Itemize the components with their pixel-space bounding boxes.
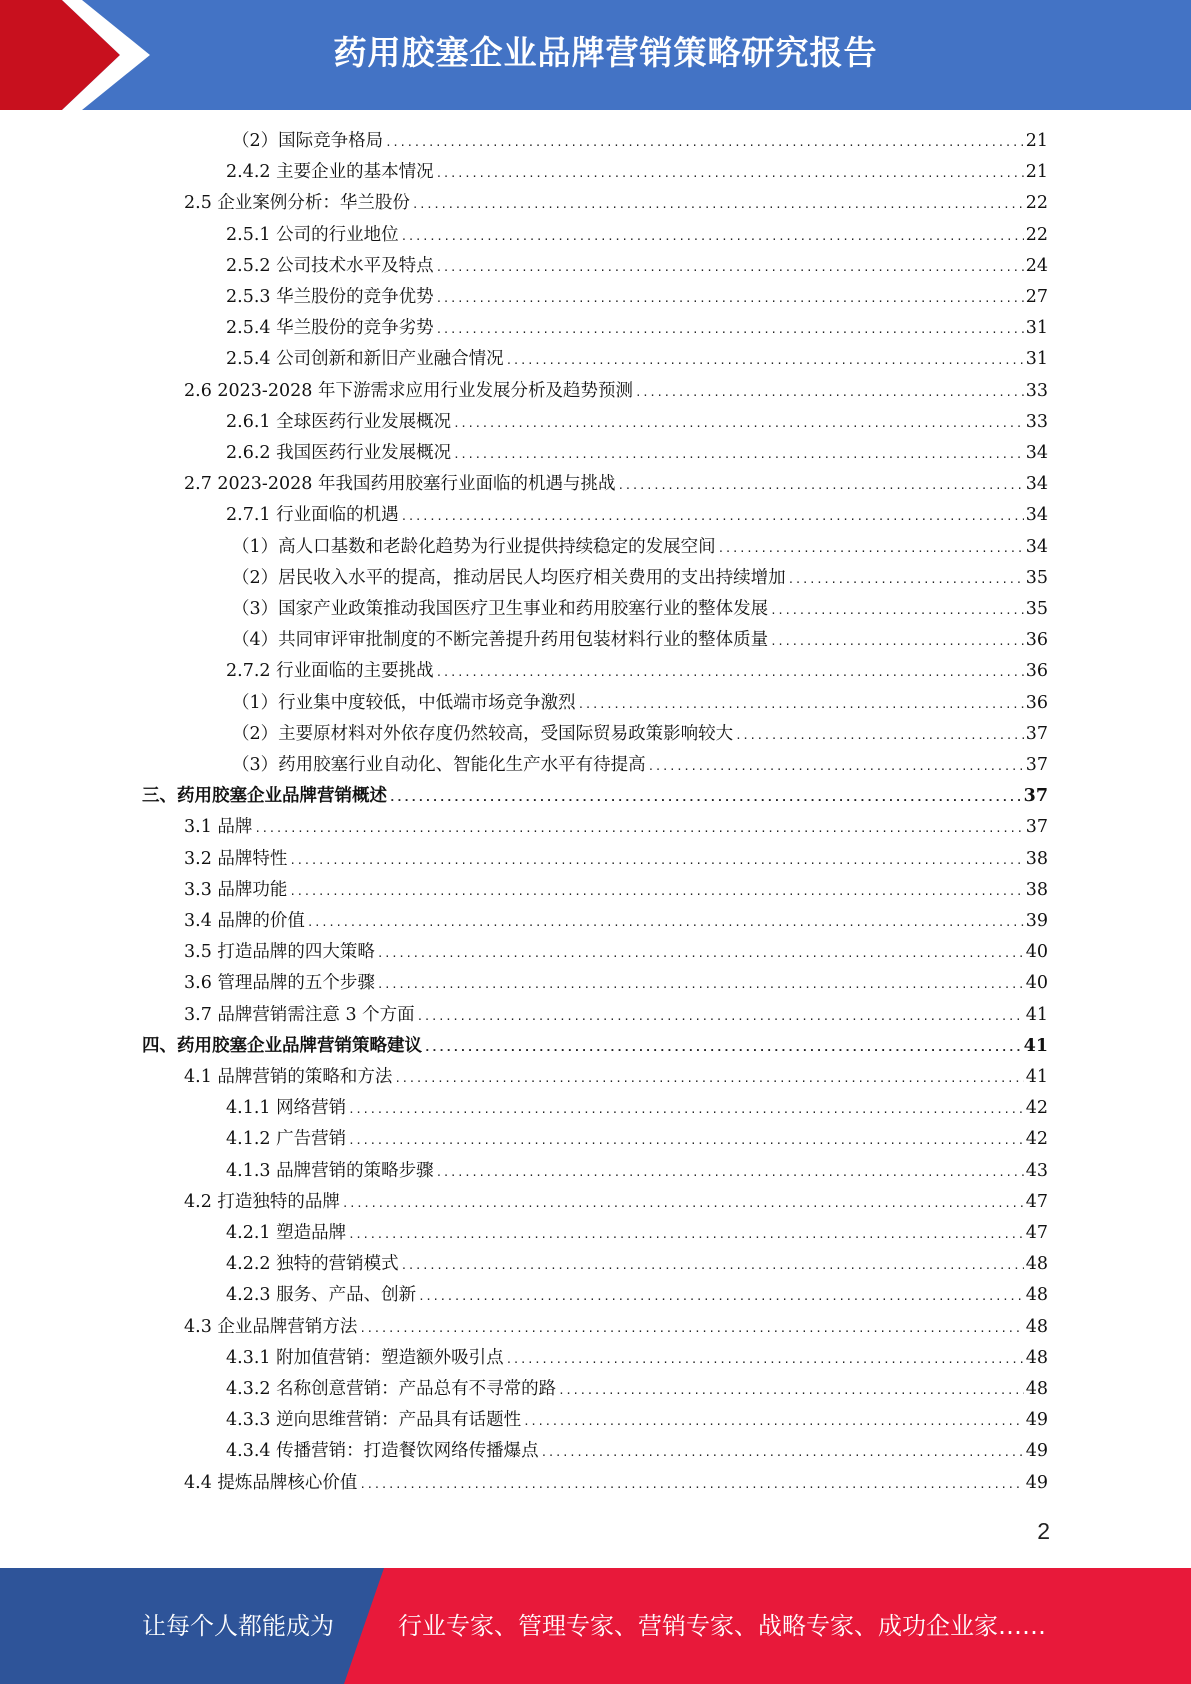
toc-entry[interactable]: [226, 1280, 1048, 1311]
toc-entry-page: 48: [1025, 1285, 1048, 1306]
toc-entry-page: 21: [1025, 162, 1048, 183]
toc-entry-title: 四、药用胶塞企业品牌营销策略建议: [142, 1035, 422, 1056]
toc-dot-leader: [401, 1250, 1024, 1281]
toc-entry-page: 34: [1025, 474, 1048, 495]
toc-dot-leader: [788, 564, 1024, 595]
toc-entry-title: 2.6.1 全球医药行业发展概况: [226, 411, 452, 432]
toc-entry[interactable]: [226, 313, 1048, 344]
toc-entry[interactable]: [184, 1187, 1048, 1218]
toc-entry[interactable]: [226, 656, 1048, 687]
page-header: [0, 0, 1191, 110]
toc-entry-title: 2.7.2 行业面临的主要挑战: [226, 661, 434, 682]
toc-entry-title: 3.7 品牌营销需注意 3 个方面: [184, 1004, 415, 1025]
toc-entry-page: 49: [1025, 1472, 1048, 1493]
toc-entry-title: 2.5.4 华兰股份的竞争劣势: [226, 318, 434, 339]
toc-entry[interactable]: [232, 563, 1048, 594]
toc-entry-page: 22: [1025, 224, 1048, 245]
toc-entry-title: （3）药用胶塞行业自动化、智能化生产水平有待提高: [232, 755, 646, 775]
toc-entry-title: 4.1 品牌营销的策略和方法: [184, 1067, 393, 1087]
toc-entry-title: 4.1.1 网络营销: [226, 1098, 347, 1119]
toc-entry[interactable]: [226, 1405, 1048, 1436]
toc-dot-leader: [418, 1281, 1024, 1312]
toc-entry[interactable]: [232, 750, 1048, 781]
toc-entry-page: 49: [1025, 1410, 1048, 1431]
toc-entry-title: 4.3 企业品牌营销方法: [184, 1316, 358, 1337]
toc-entry[interactable]: [226, 157, 1048, 188]
toc-entry-page: 47: [1025, 1191, 1048, 1212]
toc-entry-title: 2.5.2 公司技术水平及特点: [226, 255, 434, 276]
toc-dot-leader: [417, 1001, 1024, 1032]
toc-dot-leader: [348, 1219, 1024, 1250]
toc-entry-title: 3.5 打造品牌的四大策略: [184, 942, 375, 963]
footer-slogan: 让每个人都能成为: [142, 1612, 334, 1640]
toc-dot-leader: [436, 314, 1024, 345]
toc-dot-leader: [377, 969, 1024, 1000]
toc-entry[interactable]: [226, 1156, 1048, 1187]
toc-entry[interactable]: [226, 282, 1048, 313]
toc-entry-title: 4.3.3 逆向思维营销：产品具有话题性: [226, 1410, 522, 1431]
toc-entry-title: 4.1.2 广告营销: [226, 1129, 347, 1150]
toc-entry[interactable]: [232, 594, 1048, 625]
toc-entry-page: 36: [1025, 661, 1048, 682]
toc-entry[interactable]: [184, 376, 1048, 407]
toc-entry-title: 4.3.2 名称创意营销：产品总有不寻常的路: [226, 1379, 557, 1399]
toc-dot-leader: [412, 189, 1024, 220]
toc-entry-page: 34: [1025, 505, 1048, 526]
toc-entry-page: 48: [1025, 1379, 1048, 1399]
toc-dot-leader: [436, 158, 1024, 189]
toc-entry[interactable]: [226, 220, 1048, 251]
toc-dot-leader: [289, 845, 1023, 876]
toc-dot-leader: [648, 751, 1024, 782]
page-number: 2: [1037, 1518, 1050, 1544]
toc-entry[interactable]: [226, 1343, 1048, 1374]
toc-entry-title: 3.1 品牌: [184, 817, 253, 838]
toc-dot-leader: [359, 1313, 1023, 1344]
toc-entry[interactable]: [232, 532, 1048, 563]
toc-entry-title: 4.3.1 附加值营销：塑造额外吸引点: [226, 1347, 504, 1368]
toc-entry[interactable]: [142, 781, 1048, 812]
toc-entry-page: 37: [1025, 817, 1048, 838]
toc-entry-page: 33: [1025, 380, 1048, 401]
toc-dot-leader: [770, 626, 1024, 657]
toc-entry-title: 2.5 企业案例分析：华兰股份: [184, 193, 410, 214]
toc-entry-page: 48: [1025, 1316, 1048, 1337]
toc-entry[interactable]: [184, 906, 1048, 937]
toc-entry[interactable]: [226, 1218, 1048, 1249]
toc-entry[interactable]: [184, 188, 1048, 219]
toc-dot-leader: [401, 221, 1024, 252]
toc-entry-page: 41: [1025, 1067, 1048, 1087]
toc-entry-page: 41: [1023, 1035, 1048, 1056]
toc-entry[interactable]: [184, 937, 1048, 968]
toc-dot-leader: [436, 1157, 1024, 1188]
footer-roles: 行业专家、管理专家、营销专家、战略专家、成功企业家……: [398, 1612, 1046, 1640]
report-title: 药用胶塞企业品牌营销策略研究报告: [333, 33, 878, 72]
toc-entry-title: 2.6 2023-2028 年下游需求应用行业发展分析及趋势预测: [184, 380, 633, 401]
toc-entry-page: 47: [1025, 1223, 1048, 1243]
toc-entry[interactable]: [232, 625, 1048, 656]
toc-entry-page: 39: [1025, 911, 1048, 931]
toc-entry-title: 4.2.1 塑造品牌: [226, 1223, 347, 1243]
toc-entry-title: （1）高人口基数和老龄化趋势为行业提供持续稳定的发展空间: [232, 536, 716, 557]
toc-entry-page: 34: [1025, 536, 1048, 557]
toc-entry-page: 36: [1025, 692, 1048, 713]
toc-entry-title: 2.6.2 我国医药行业发展概况: [226, 443, 452, 463]
toc-dot-leader: [348, 1125, 1024, 1156]
toc-dot-leader: [348, 1094, 1024, 1125]
toc-entry[interactable]: [184, 875, 1048, 906]
toc-entry-title: （3）国家产业政策推动我国医疗卫生事业和药用胶塞行业的整体发展: [232, 599, 769, 619]
toc-entry-title: 3.2 品牌特性: [184, 848, 288, 869]
toc-dot-leader: [718, 533, 1024, 564]
toc-entry-page: 35: [1025, 599, 1048, 619]
toc-entry[interactable]: [184, 469, 1048, 500]
toc-entry[interactable]: [184, 1468, 1048, 1499]
toc-entry[interactable]: [226, 1436, 1048, 1467]
toc-dot-leader: [254, 813, 1023, 844]
toc-entry[interactable]: [184, 1000, 1048, 1031]
toc-dot-leader: [307, 907, 1024, 938]
toc-entry[interactable]: [226, 407, 1048, 438]
toc-dot-leader: [424, 1032, 1022, 1063]
page-footer: [0, 1568, 1191, 1684]
toc-entry[interactable]: [232, 688, 1048, 719]
toc-entry-title: 4.3.4 传播营销：打造餐饮网络传播爆点: [226, 1441, 539, 1462]
toc-entry-page: 22: [1025, 193, 1048, 214]
toc-entry-title: （4）共同审评审批制度的不断完善提升药用包装材料行业的整体质量: [232, 630, 769, 651]
toc-entry[interactable]: [226, 1093, 1048, 1124]
toc-entry[interactable]: [232, 719, 1048, 750]
toc-dot-leader: [436, 283, 1024, 314]
toc-entry-page: 35: [1025, 567, 1048, 588]
toc-entry-page: 24: [1025, 255, 1048, 276]
toc-dot-leader: [453, 439, 1024, 470]
toc-dot-leader: [453, 408, 1024, 439]
toc-entry-title: 4.1.3 品牌营销的策略步骤: [226, 1160, 434, 1181]
toc-dot-leader: [289, 876, 1023, 907]
toc-entry[interactable]: [184, 844, 1048, 875]
toc-entry[interactable]: [184, 1062, 1048, 1093]
toc-entry[interactable]: [184, 1312, 1048, 1343]
toc-dot-leader: [617, 470, 1023, 501]
toc-entry-page: 40: [1025, 942, 1048, 963]
toc-entry-page: 38: [1025, 879, 1048, 900]
toc-entry-page: 31: [1025, 349, 1048, 370]
toc-dot-leader: [385, 127, 1024, 158]
toc-entry-page: 48: [1025, 1254, 1048, 1275]
toc-entry-page: 38: [1025, 848, 1048, 869]
toc-entry[interactable]: [142, 1031, 1048, 1062]
toc-entry-title: 4.2.2 独特的营销模式: [226, 1254, 399, 1275]
toc-dot-leader: [359, 1469, 1023, 1500]
toc-dot-leader: [770, 595, 1024, 626]
toc-entry[interactable]: [226, 344, 1048, 375]
toc-entry-title: 2.5.4 公司创新和新旧产业融合情况: [226, 349, 504, 370]
toc-entry-page: 37: [1025, 755, 1048, 775]
toc-entry-title: 3.4 品牌的价值: [184, 911, 305, 931]
toc-entry-page: 37: [1025, 723, 1048, 744]
toc-entry-title: 2.4.2 主要企业的基本情况: [226, 162, 434, 183]
toc-dot-leader: [394, 1063, 1023, 1094]
toc-entry[interactable]: [226, 500, 1048, 531]
toc-entry-title: 4.4 提炼品牌核心价值: [184, 1472, 358, 1493]
toc-entry-title: 4.2 打造独特的品牌: [184, 1191, 340, 1212]
toc-dot-leader: [506, 1344, 1024, 1375]
toc-dot-leader: [635, 377, 1024, 408]
toc-entry[interactable]: [232, 126, 1048, 157]
toc-entry-page: 21: [1025, 131, 1048, 151]
toc-dot-leader: [506, 345, 1024, 376]
toc-entry-page: 27: [1025, 287, 1048, 307]
toc-entry-page: 41: [1025, 1004, 1048, 1025]
toc-entry-title: （2）主要原材料对外依存度仍然较高，受国际贸易政策影响较大: [232, 723, 734, 744]
toc-entry[interactable]: [226, 1374, 1048, 1405]
toc-dot-leader: [342, 1188, 1024, 1219]
toc-entry[interactable]: [184, 968, 1048, 999]
toc-entry-page: 36: [1025, 630, 1048, 651]
toc-entry[interactable]: [226, 1124, 1048, 1155]
toc-entry-title: 4.2.3 服务、产品、创新: [226, 1285, 417, 1306]
toc-entry-page: 37: [1023, 786, 1048, 807]
toc-dot-leader: [558, 1375, 1024, 1406]
toc-entry-page: 33: [1025, 411, 1048, 432]
toc-entry-title: 3.3 品牌功能: [184, 879, 288, 900]
toc-entry-title: 三、药用胶塞企业品牌营销概述: [142, 786, 387, 807]
toc-entry-title: 3.6 管理品牌的五个步骤: [184, 973, 375, 994]
toc-entry[interactable]: [184, 812, 1048, 843]
toc-entry-page: 34: [1025, 443, 1048, 463]
toc-dot-leader: [541, 1437, 1024, 1468]
toc-entry-page: 49: [1025, 1441, 1048, 1462]
toc-entry-title: （2）居民收入水平的提高，推动居民人均医疗相关费用的支出持续增加: [232, 567, 786, 588]
toc-entry-title: （2）国际竞争格局: [232, 131, 384, 151]
toc-entry-title: （1）行业集中度较低，中低端市场竞争激烈: [232, 692, 576, 713]
toc-dot-leader: [436, 252, 1024, 283]
toc-dot-leader: [523, 1406, 1024, 1437]
toc-dot-leader: [735, 720, 1024, 751]
toc-entry-page: 42: [1025, 1098, 1048, 1119]
toc-entry-page: 31: [1025, 318, 1048, 339]
toc-entry-page: 40: [1025, 973, 1048, 994]
toc-entry[interactable]: [226, 251, 1048, 282]
toc-dot-leader: [578, 689, 1024, 720]
toc-entry-title: 2.7.1 行业面临的机遇: [226, 505, 399, 526]
toc-dot-leader: [401, 501, 1024, 532]
toc-entry-page: 43: [1025, 1160, 1048, 1181]
toc-entry[interactable]: [226, 1249, 1048, 1280]
toc-entry-title: 2.7 2023-2028 年我国药用胶塞行业面临的机遇与挑战: [184, 474, 616, 495]
toc-entry-page: 42: [1025, 1129, 1048, 1150]
toc-entry-title: 2.5.3 华兰股份的竞争优势: [226, 287, 434, 307]
toc-dot-leader: [389, 782, 1022, 813]
toc-entry-page: 48: [1025, 1347, 1048, 1368]
toc-dot-leader: [377, 938, 1024, 969]
toc-dot-leader: [436, 657, 1024, 688]
toc-entry-title: 2.5.1 公司的行业地位: [226, 224, 399, 245]
toc-entry[interactable]: [226, 438, 1048, 469]
